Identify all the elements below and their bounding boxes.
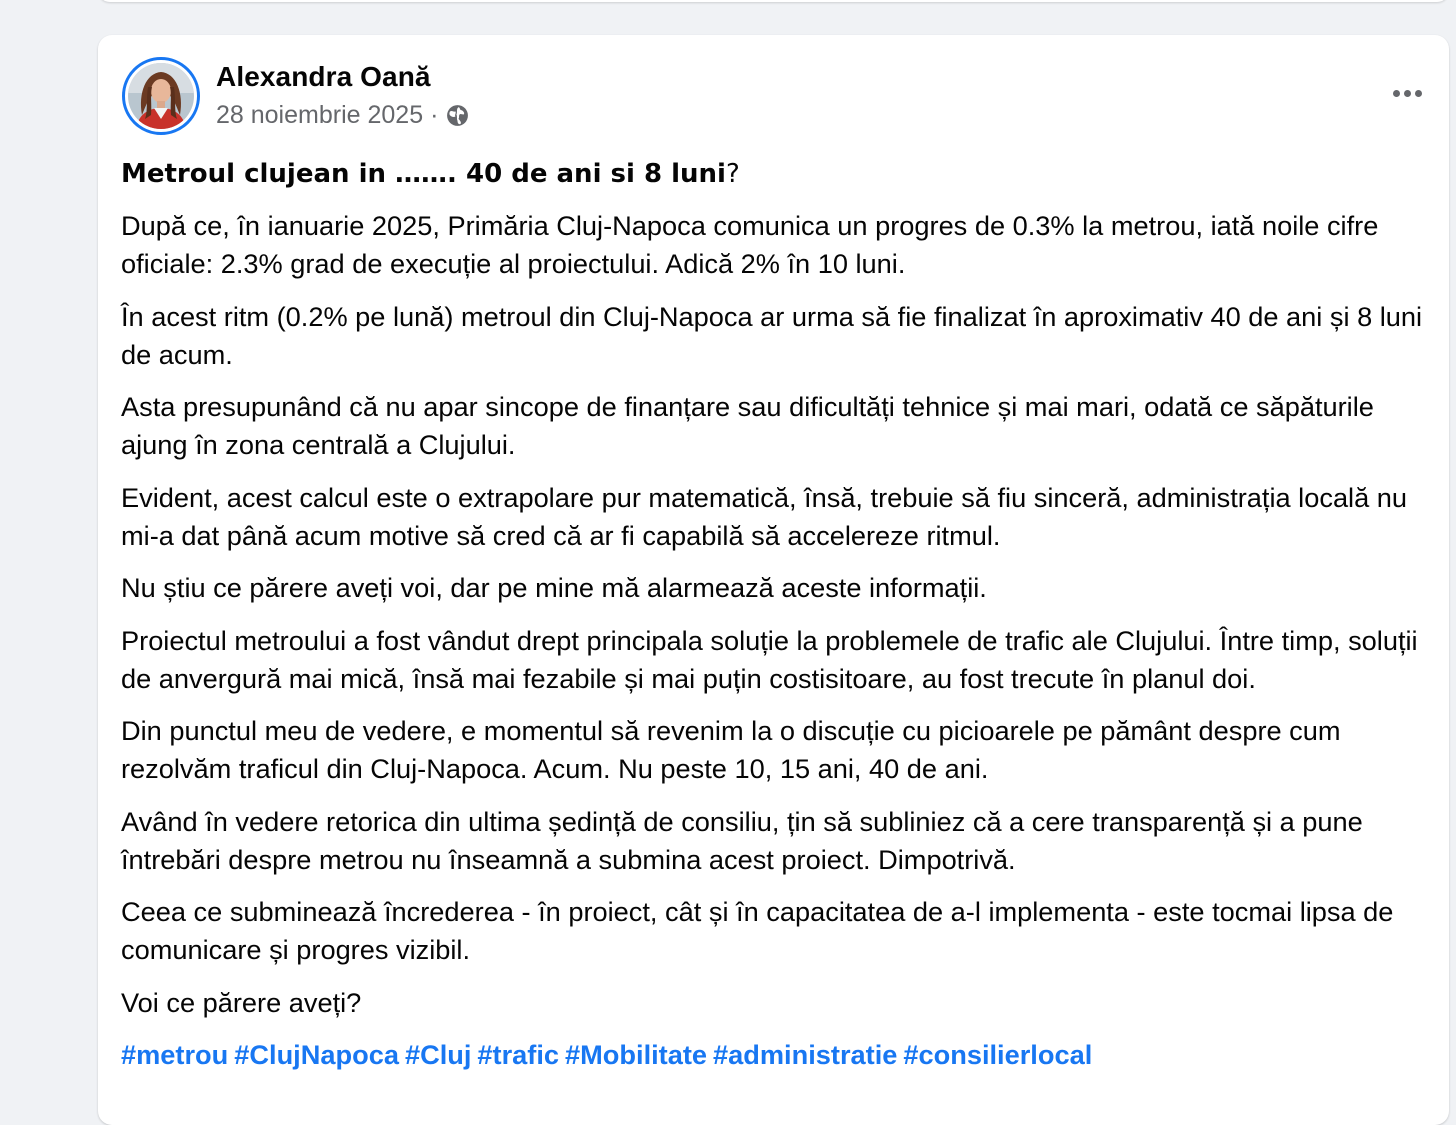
hashtag-link[interactable]: #metrou	[121, 1039, 229, 1070]
more-options-icon	[1393, 90, 1400, 97]
meta-separator: ·	[430, 101, 439, 129]
author-avatar[interactable]	[122, 57, 200, 135]
hashtag-link[interactable]: #ClujNapoca	[234, 1039, 399, 1070]
post-paragraph: Ceea ce subminează încrederea - în proiect, cât și în capacitatea de a-l implementa - este tocmai lipsa de comunicare și progres vizibil.	[121, 896, 1394, 965]
post-title-end: ?	[725, 159, 740, 189]
post-body	[121, 155, 1439, 1074]
post-paragraph: Evident, acest calcul este o extrapolare pur matematică, însă, trebuie să fiu sinceră, administrația locală nu mi-a dat până acum motive să cred că ar fi capabilă să accelereze ritmul.	[121, 481, 1408, 551]
globe-icon[interactable]	[445, 103, 470, 128]
previous-post-card	[98, 0, 1449, 2]
post-paragraph: Din punctul meu de vedere, e momentul să revenim la o discuție cu picioarele pe pământ despre cum rezolvăm traficul din Cluj-Napoca. Acum. Nu peste 10, 15 ani, 40 de ani.	[121, 715, 1341, 784]
hashtag-link[interactable]: #trafic	[477, 1039, 560, 1070]
hashtag-link[interactable]: #consilierlocal	[903, 1039, 1093, 1070]
post-date[interactable]: 28 noiembrie 2025	[216, 101, 424, 129]
post-paragraph: După ce, în ianuarie 2025, Primăria Cluj-Napoca comunica un progres de 0.3% la metrou, iată noile cifre oficiale: 2.3% grad de execuție al proiectului. Adică 2% în 10 luni.	[121, 210, 1379, 279]
author-name[interactable]: Alexandra Oană	[216, 61, 431, 92]
post-paragraph: Proiectul metroului a fost vândut drept principala soluție la problemele de trafic ale Clujului. Între timp, soluții de anvergură mai mică, însă mai fezabile și mai puțin costisitoare, au fost trecute în planul doi.	[121, 624, 1418, 694]
more-options-icon	[1415, 90, 1422, 97]
post-paragraph: Asta presupunând că nu apar sincope de finanțare sau dificultăți tehnice și mai mari, odată ce săpăturile ajung în zona centrală a Clujului.	[121, 391, 1374, 460]
post-paragraph: Voi ce părere aveți?	[121, 986, 362, 1018]
more-options-button[interactable]	[1387, 75, 1427, 111]
avatar-photo	[128, 63, 194, 129]
post-title-bold: Metroul clujean in ……. 40 de ani si 8 luni	[121, 159, 726, 189]
post-title	[121, 155, 1439, 193]
post-meta	[216, 101, 470, 130]
hashtag-link[interactable]: #Cluj	[404, 1039, 472, 1070]
post-paragraph: Având în vedere retorica din ultima ședință de consiliu, țin să subliniez că a cere transparență și a pune întrebări despre metrou nu înseamnă a submina acest proiect. Dimpotrivă.	[121, 805, 1363, 875]
hashtag-list	[121, 1036, 1439, 1074]
post-card	[98, 35, 1449, 1125]
post-paragraph: Nu știu ce părere aveți voi, dar pe mine mă alarmează aceste informații.	[121, 572, 987, 603]
more-options-icon	[1404, 90, 1411, 97]
hashtag-link[interactable]: #Mobilitate	[565, 1039, 708, 1070]
hashtag-link[interactable]: #administratie	[713, 1039, 898, 1070]
post-paragraph: În acest ritm (0.2% pe lună) metroul din Cluj-Napoca ar urma să fie finalizat în aproximativ 40 de ani și 8 luni de acum.	[121, 300, 1423, 370]
